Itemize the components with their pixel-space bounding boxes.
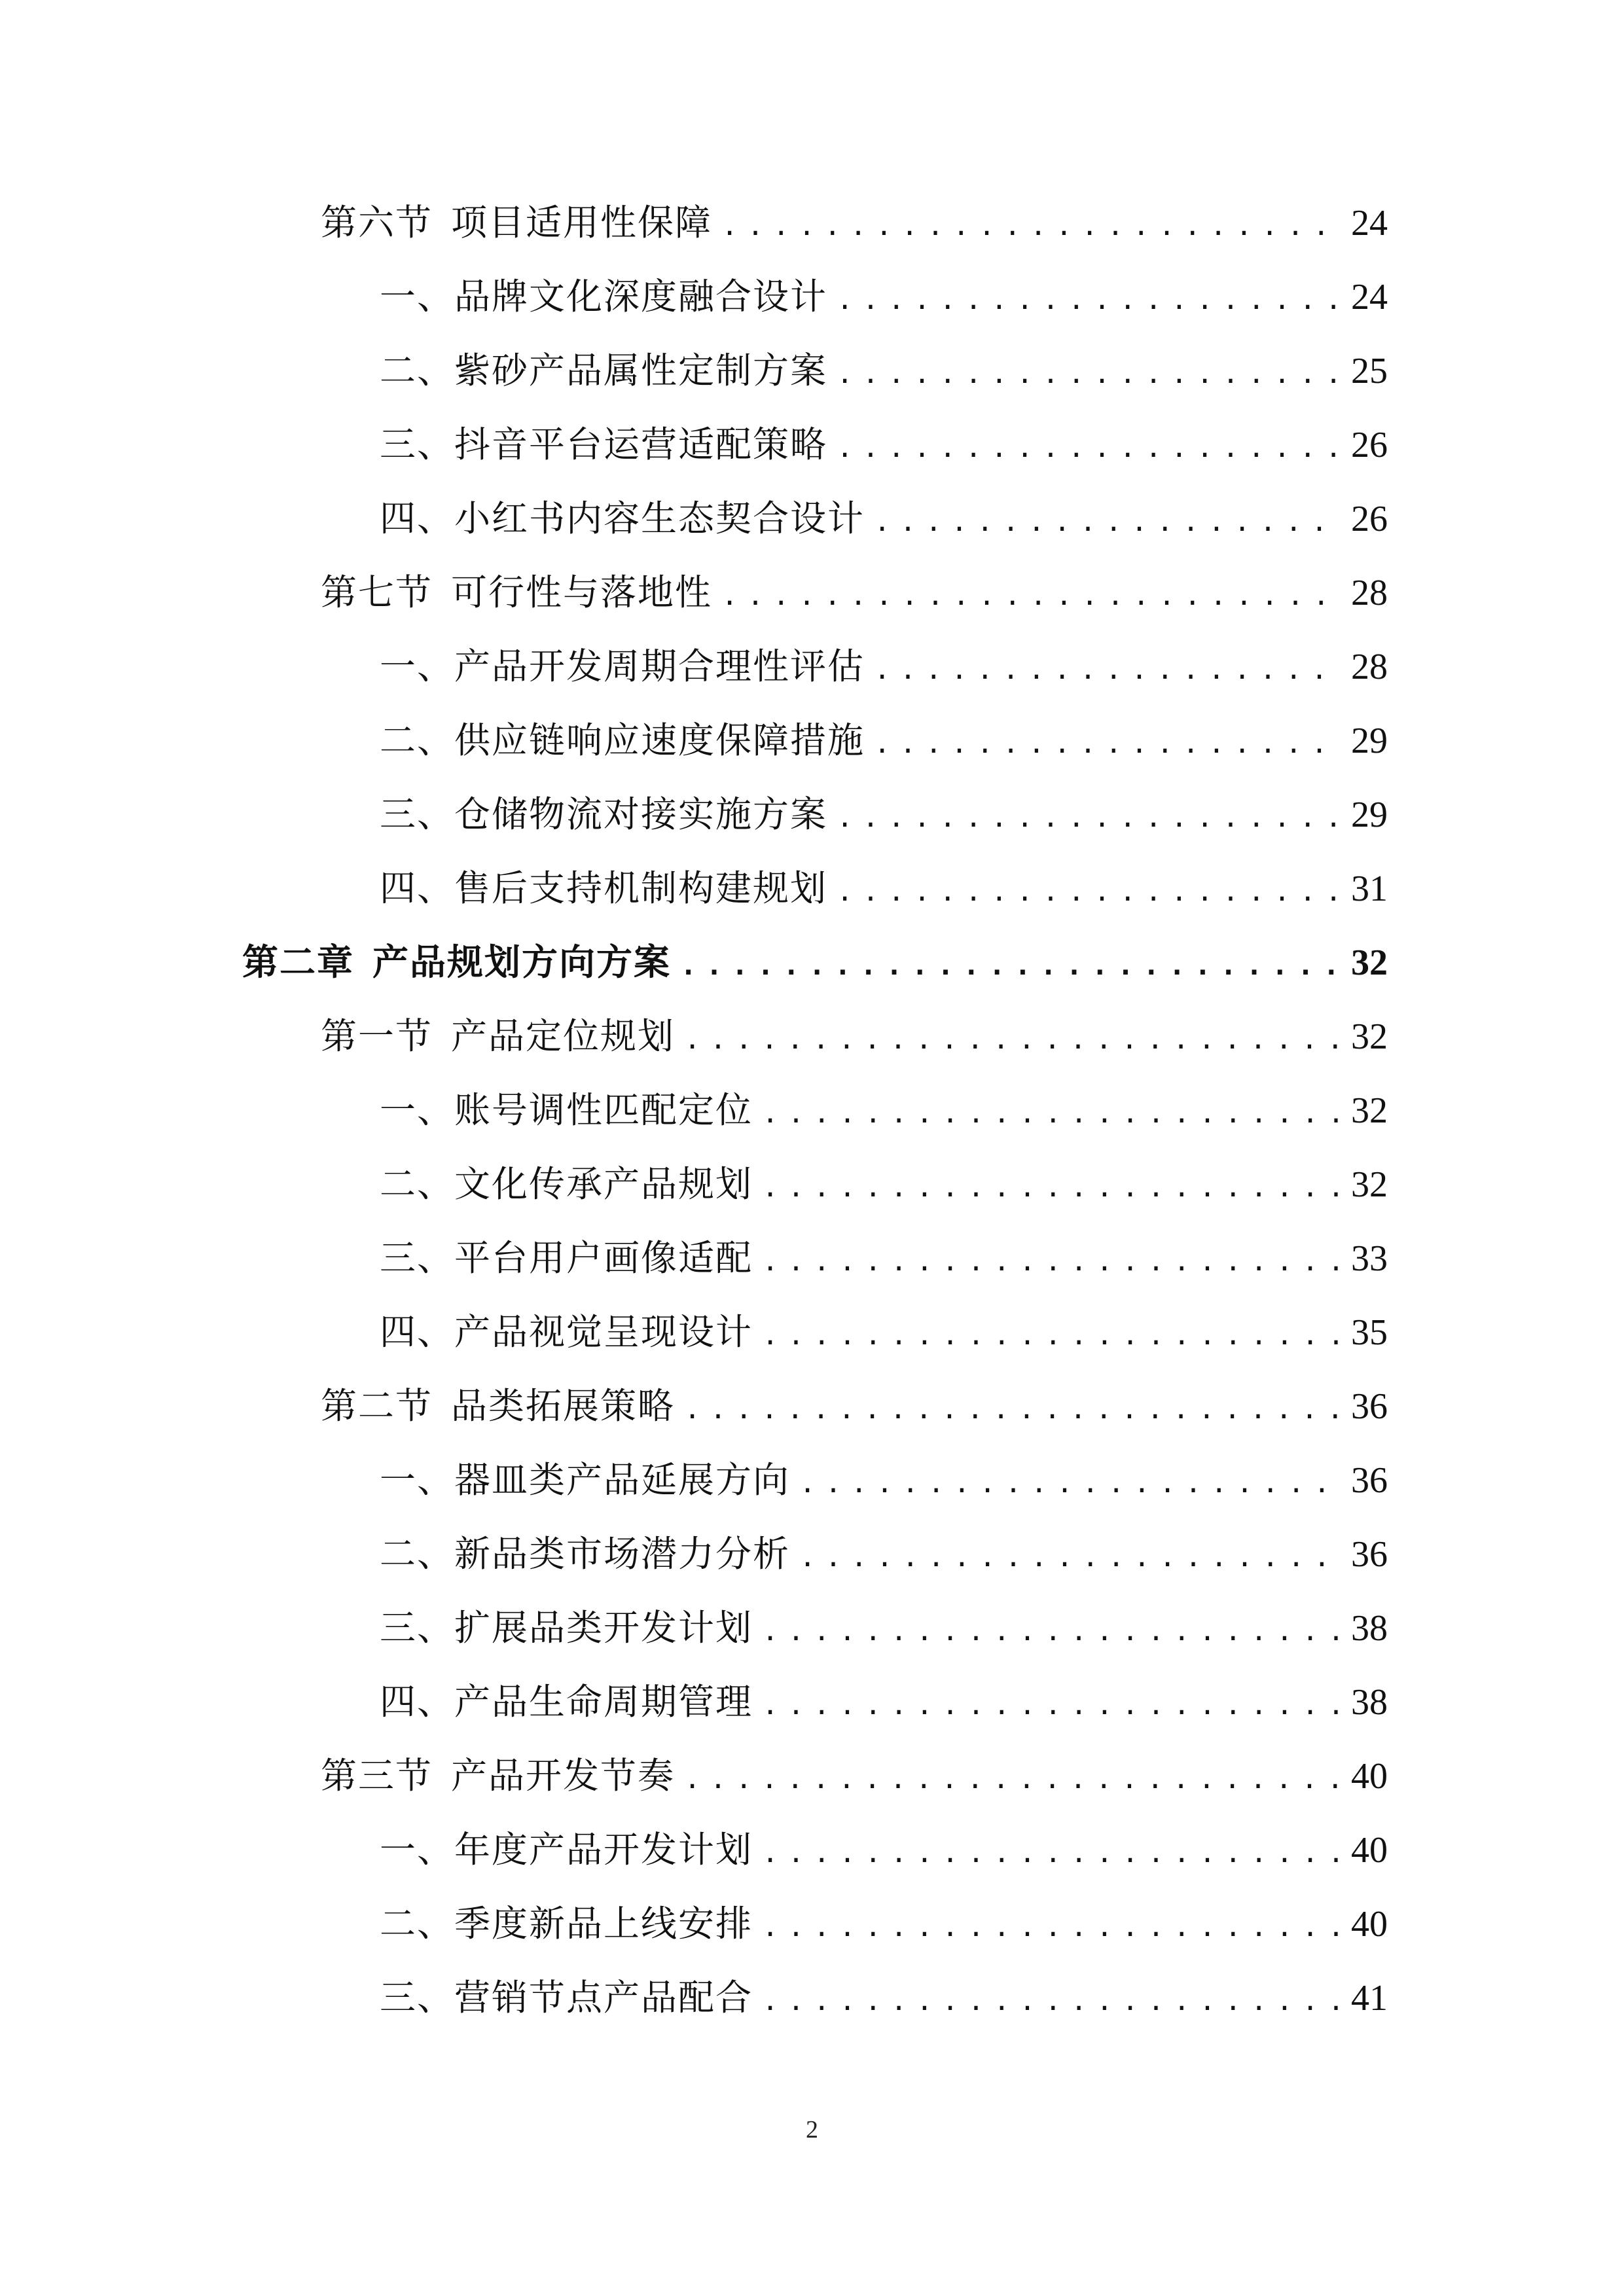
dot-leader bbox=[680, 939, 1343, 988]
toc-entry-page: 33 bbox=[1351, 1238, 1388, 1279]
toc-entry-label: 三、 bbox=[380, 1607, 455, 1649]
dot-leader bbox=[684, 1383, 1343, 1432]
toc-entry-page: 38 bbox=[1351, 1682, 1388, 1723]
dot-leader bbox=[762, 1309, 1343, 1358]
dot-leader bbox=[874, 643, 1343, 692]
toc-entry-page: 36 bbox=[1351, 1460, 1388, 1501]
toc-entry-title: 可行性与落地性 bbox=[451, 571, 713, 613]
dot-leader bbox=[837, 791, 1343, 840]
toc-entry-label: 三、 bbox=[380, 1977, 455, 2018]
toc-entry-title: 季度新品上线安排 bbox=[454, 1903, 753, 1945]
toc-entry-subsection[interactable] bbox=[380, 862, 1388, 914]
toc-entry-title: 产品视觉呈现设计 bbox=[454, 1311, 753, 1353]
toc-entry-subsection[interactable] bbox=[380, 344, 1388, 397]
dot-leader bbox=[874, 495, 1343, 545]
dot-leader bbox=[799, 1531, 1343, 1580]
toc-entry-section[interactable] bbox=[321, 1010, 1388, 1062]
toc-entry-label: 第六节 bbox=[321, 202, 433, 243]
toc-entry-page: 24 bbox=[1351, 277, 1388, 317]
toc-entry-subsection[interactable] bbox=[380, 1084, 1388, 1136]
toc-entry-page: 40 bbox=[1351, 1904, 1388, 1945]
toc-entry-title: 抖音平台运营适配策略 bbox=[454, 423, 828, 465]
dot-leader bbox=[762, 1975, 1343, 2024]
toc-entry-page: 28 bbox=[1351, 647, 1388, 687]
toc-entry-subsection[interactable] bbox=[380, 1602, 1388, 1654]
toc-entry-page: 26 bbox=[1351, 499, 1388, 539]
toc-entry-subsection[interactable] bbox=[380, 270, 1388, 323]
toc-entry-title: 器皿类产品延展方向 bbox=[454, 1459, 791, 1501]
toc-entry-page: 24 bbox=[1351, 203, 1388, 243]
toc-entry-page: 35 bbox=[1351, 1312, 1388, 1353]
toc-entry-title: 扩展品类开发计划 bbox=[454, 1607, 753, 1649]
page-number: 2 bbox=[806, 2116, 818, 2144]
toc-entry-subsection[interactable] bbox=[380, 788, 1388, 840]
toc-entry-label: 一、 bbox=[380, 276, 455, 317]
toc-entry-title: 售后支持机制构建规划 bbox=[454, 867, 828, 909]
toc-entry-title: 产品开发节奏 bbox=[451, 1755, 676, 1797]
dot-leader bbox=[837, 422, 1343, 471]
toc-entry-page: 28 bbox=[1351, 573, 1388, 613]
toc-entry-title: 仓储物流对接实施方案 bbox=[454, 793, 828, 835]
dot-leader bbox=[762, 1679, 1343, 1728]
toc-entry-page: 32 bbox=[1351, 1090, 1388, 1131]
toc-entry-title: 产品定位规划 bbox=[451, 1015, 676, 1057]
dot-leader bbox=[762, 1827, 1343, 1876]
dot-leader bbox=[874, 717, 1343, 766]
dot-leader bbox=[762, 1161, 1343, 1210]
dot-leader bbox=[684, 1013, 1343, 1062]
dot-leader bbox=[762, 1901, 1343, 1950]
dot-leader bbox=[721, 569, 1343, 619]
toc-entry-page: 25 bbox=[1351, 351, 1388, 391]
toc-entry-subsection[interactable] bbox=[380, 1528, 1388, 1580]
toc-entry-section[interactable] bbox=[321, 1380, 1388, 1432]
toc-entry-title: 项目适用性保障 bbox=[451, 202, 713, 243]
toc-entry-label: 四、 bbox=[380, 497, 455, 539]
toc-entry-subsection[interactable] bbox=[380, 640, 1388, 692]
toc-entry-page: 29 bbox=[1351, 795, 1388, 835]
toc-entry-label: 二、 bbox=[380, 719, 455, 761]
toc-entry-title: 产品规划方向方案 bbox=[372, 941, 672, 983]
toc-entry-page: 32 bbox=[1351, 1016, 1388, 1057]
toc-entry-label: 二、 bbox=[380, 1533, 455, 1575]
toc-entry-section[interactable] bbox=[321, 1749, 1388, 1802]
toc-entry-label: 一、 bbox=[380, 1089, 455, 1131]
dot-leader bbox=[837, 865, 1343, 914]
toc-entry-page: 32 bbox=[1351, 1164, 1388, 1205]
toc-entry-title: 年度产品开发计划 bbox=[454, 1829, 753, 1871]
toc-entry-label: 一、 bbox=[380, 1829, 455, 1871]
toc-entry-page: 31 bbox=[1351, 869, 1388, 909]
toc-entry-title: 新品类市场潜力分析 bbox=[454, 1533, 791, 1575]
toc-entry-subsection[interactable] bbox=[380, 1676, 1388, 1728]
toc-entry-page: 32 bbox=[1351, 942, 1388, 983]
toc-entry-page: 26 bbox=[1351, 425, 1388, 465]
dot-leader bbox=[799, 1457, 1343, 1506]
toc-entry-subsection[interactable] bbox=[380, 418, 1388, 471]
toc-entry-title: 品牌文化深度融合设计 bbox=[454, 276, 828, 317]
toc-entry-label: 四、 bbox=[380, 1311, 455, 1353]
dot-leader bbox=[684, 1753, 1343, 1802]
toc-entry-page: 40 bbox=[1351, 1830, 1388, 1871]
dot-leader bbox=[837, 348, 1343, 397]
toc-entry-label: 三、 bbox=[380, 793, 455, 835]
toc-entry-page: 36 bbox=[1351, 1386, 1388, 1427]
toc-entry-page: 38 bbox=[1351, 1608, 1388, 1649]
toc-entry-section[interactable] bbox=[321, 196, 1388, 249]
toc-entry-title: 品类拓展策略 bbox=[451, 1385, 676, 1427]
toc-entry-label: 一、 bbox=[380, 645, 455, 687]
toc-entry-section[interactable] bbox=[321, 566, 1388, 619]
toc-entry-title: 文化传承产品规划 bbox=[454, 1163, 753, 1205]
toc-entry-title: 平台用户画像适配 bbox=[454, 1237, 753, 1279]
toc-entry-title: 产品生命周期管理 bbox=[454, 1681, 753, 1723]
toc-entry-label: 一、 bbox=[380, 1459, 455, 1501]
dot-leader bbox=[721, 200, 1343, 249]
dot-leader bbox=[762, 1087, 1343, 1136]
toc-entry-label: 四、 bbox=[380, 1681, 455, 1723]
toc-entry-subsection[interactable] bbox=[380, 714, 1388, 766]
toc-entry-chapter[interactable] bbox=[242, 936, 1388, 988]
toc-entry-title: 营销节点产品配合 bbox=[454, 1977, 753, 2018]
toc-entry-label: 第三节 bbox=[321, 1755, 433, 1797]
toc-entry-subsection[interactable] bbox=[380, 1897, 1388, 1950]
toc-entry-label: 三、 bbox=[380, 1237, 455, 1279]
toc-entry-title: 紫砂产品属性定制方案 bbox=[454, 350, 828, 391]
toc-entry-page: 41 bbox=[1351, 1978, 1388, 2018]
toc-entry-label: 第二节 bbox=[321, 1385, 433, 1427]
toc-entry-title: 账号调性匹配定位 bbox=[454, 1089, 753, 1131]
toc-entry-subsection[interactable] bbox=[380, 1971, 1388, 2024]
toc-entry-page: 29 bbox=[1351, 721, 1388, 761]
toc-entry-label: 四、 bbox=[380, 867, 455, 909]
toc-entry-subsection[interactable] bbox=[380, 1306, 1388, 1358]
toc-entry-page: 40 bbox=[1351, 1756, 1388, 1797]
toc-entry-subsection[interactable] bbox=[380, 1158, 1388, 1210]
toc-entry-title: 供应链响应速度保障措施 bbox=[454, 719, 865, 761]
toc-entry-label: 第二章 bbox=[242, 941, 355, 983]
toc-entry-subsection[interactable] bbox=[380, 492, 1388, 545]
dot-leader bbox=[837, 274, 1343, 323]
toc-entry-label: 二、 bbox=[380, 1163, 455, 1205]
toc-entry-page: 36 bbox=[1351, 1534, 1388, 1575]
toc-entry-label: 二、 bbox=[380, 1903, 455, 1945]
toc-entry-label: 二、 bbox=[380, 350, 455, 391]
toc-entry-subsection[interactable] bbox=[380, 1232, 1388, 1284]
toc-entry-label: 第一节 bbox=[321, 1015, 433, 1057]
dot-leader bbox=[762, 1605, 1343, 1654]
dot-leader bbox=[762, 1235, 1343, 1284]
toc-entry-label: 三、 bbox=[380, 423, 455, 465]
toc-entry-subsection[interactable] bbox=[380, 1823, 1388, 1876]
toc-entry-subsection[interactable] bbox=[380, 1454, 1388, 1506]
toc-entry-title: 产品开发周期合理性评估 bbox=[454, 645, 865, 687]
toc-entry-label: 第七节 bbox=[321, 571, 433, 613]
toc-entry-title: 小红书内容生态契合设计 bbox=[454, 497, 865, 539]
